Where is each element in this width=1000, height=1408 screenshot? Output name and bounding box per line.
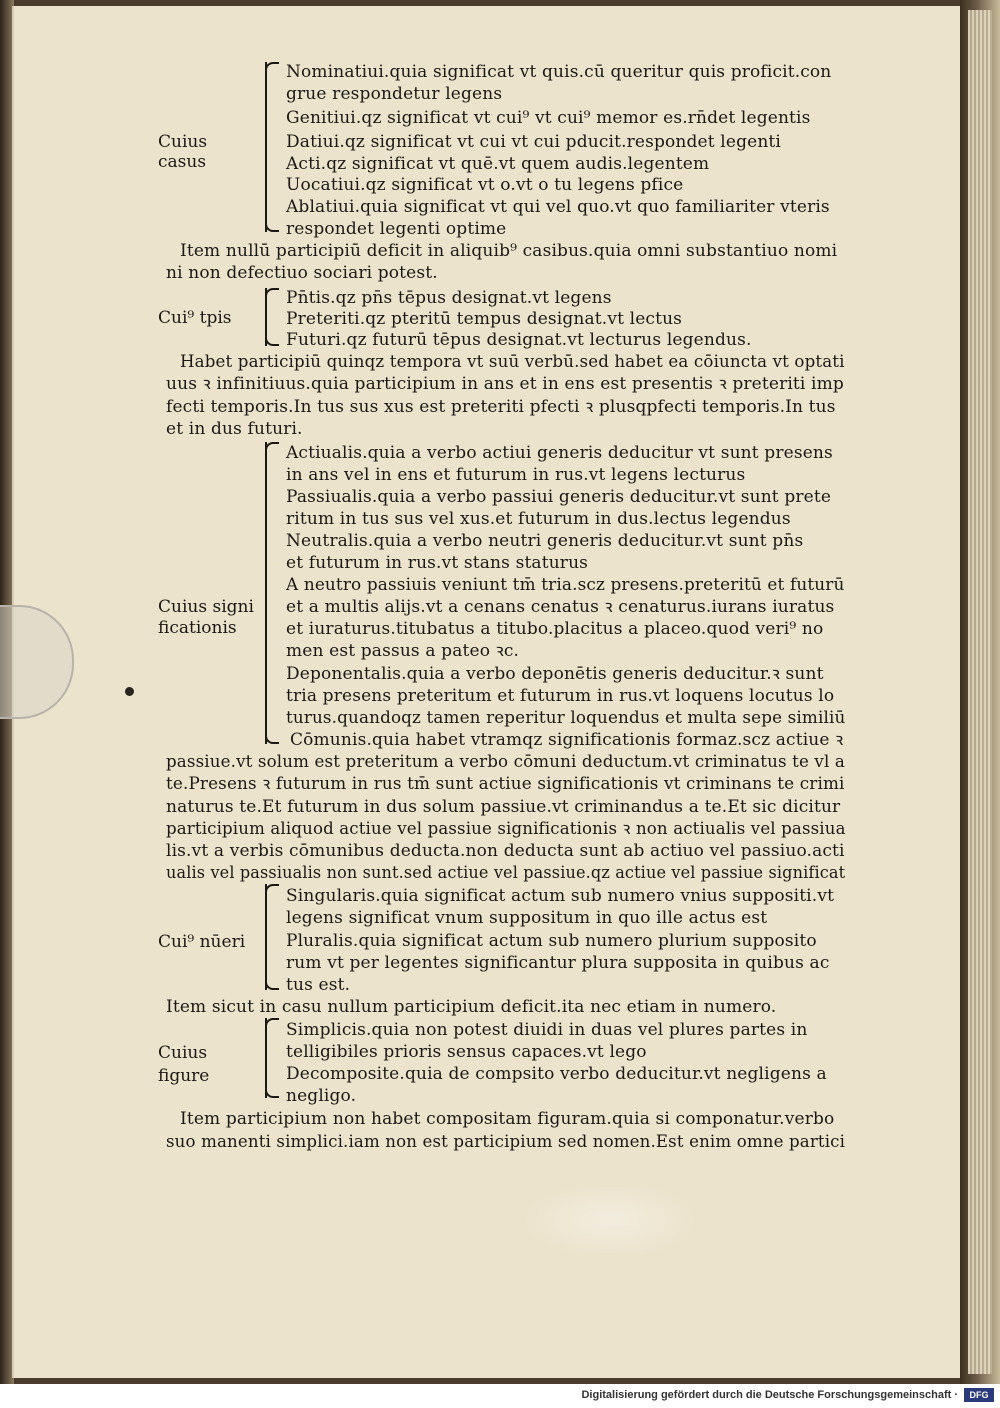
bracket-significatio: [265, 442, 285, 744]
text-line: Ablatiui.quia significat vt qui vel quo.vt quo familiariter vteris: [286, 197, 830, 217]
text-line: Genitiui.qz significat vt cui⁹ vt cui⁹ memor es.rn̄det legentis: [286, 108, 811, 128]
text-line: Acti.qz significat vt quē.vt quem audis.legentem: [286, 154, 710, 174]
bracket-tempus: [265, 288, 285, 346]
text-line: Deponentalis.quia a verbo deponētis generis deducitur.ꝛ sunt: [286, 664, 824, 684]
text-line: Cōmunis.quia habet vtramqz significationis formaz.scz actiue ꝛ: [290, 730, 844, 750]
margin-label: Cuius signi: [158, 597, 254, 617]
text-line: Item sicut in casu nullum participium deficit.ita nec etiam in numero.: [166, 997, 777, 1017]
footer-bar: [0, 1384, 1000, 1408]
margin-label: Cui⁹ nūeri: [158, 932, 246, 952]
text-line: ni non defectiuo sociari potest.: [166, 263, 438, 283]
text-line: Actiualis.quia a verbo actiui generis deducitur vt sunt presens: [286, 443, 833, 463]
text-line: tus est.: [286, 975, 351, 995]
text-line: telligibiles prioris sensus capaces.vt lego: [286, 1042, 647, 1062]
text-line: uus ꝛ infinitiuus.quia participium in ans et in ens est presentis ꝛ preteriti imp: [166, 374, 844, 394]
text-line: et iuraturus.titubatus a titubo.placitus a placeo.quod veri⁹ no: [286, 619, 824, 639]
text-line: te.Presens ꝛ futurum in rus tm̄ sunt actiue significationis vt criminans te crimi: [166, 774, 845, 794]
text-line: Item participium non habet compositam figuram.quia si componatur.verbo: [180, 1109, 835, 1129]
text-line: Singularis.quia significat actum sub numero vnius suppositi.vt: [286, 886, 835, 906]
margin-label: casus: [158, 152, 207, 172]
text-line: negligo.: [286, 1086, 357, 1106]
text-line: Nominatiui.quia significat vt quis.cū queritur quis proficit.con: [286, 62, 832, 82]
paper-stain: [520, 1180, 700, 1260]
text-line: ualis vel passiualis non sunt.sed actiue vel passiue.qz actiue vel passiue significat: [166, 863, 846, 883]
text-line: legens significat vnum suppositum in quo ille actus est: [286, 908, 768, 928]
text-line: men est passus a pateo ꝛc.: [286, 641, 520, 661]
margin-label: Cuius: [158, 132, 208, 152]
text-line: turus.quandoqz tamen reperitur loquendus et multa sepe similiū: [286, 708, 846, 728]
text-line: et a multis alijs.vt a cenans cenatus ꝛ cenaturus.iurans iuratus: [286, 597, 835, 617]
text-line: suo manenti simplici.iam non est participium sed nomen.Est enim omne partici: [166, 1132, 846, 1152]
footer-credit: Digitalisierung gefördert durch die Deutsche Forschungsgemeinschaft ·: [581, 1389, 958, 1401]
text-line: lis.vt a verbis cōmunibus deducta.non deducta sunt ab actiuo vel passiuo.acti: [166, 841, 845, 861]
text-line: tria presens preteritum et futurum in rus.vt loquens locutus lo: [286, 686, 835, 706]
margin-label: ficationis: [158, 618, 237, 638]
text-line: respondet legenti optime: [286, 219, 507, 239]
text-line: A neutro passiuis veniunt tm̄ tria.scz presens.preteritū et futurū: [286, 575, 845, 595]
margin-label: Cuius: [158, 1043, 208, 1063]
text-line: Preteriti.qz pteritū tempus designat.vt lectus: [286, 309, 683, 329]
text-line: Datiui.qz significat vt cui vt cui pducit.respondet legenti: [286, 132, 781, 152]
text-line: ritum in tus sus vel xus.et futurum in dus.lectus legendus: [286, 509, 791, 529]
margin-label: figure: [158, 1066, 210, 1086]
dfg-logo: DFG: [964, 1388, 994, 1402]
text-line: participium aliquod actiue vel passiue significationis ꝛ non actiualis vel passiua: [166, 819, 846, 839]
text-line: Item nullū participiū deficit in aliquib⁹ casibus.quia omni substantiuo nomi: [180, 241, 838, 261]
text-line: rum vt per legentes significantur plura supposita in quibus ac: [286, 953, 830, 973]
text-line: Pn̄tis.qz pn̄s tēpus designat.vt legens: [286, 288, 612, 308]
text-line: Futuri.qz futurū tēpus designat.vt lecturus legendus.: [286, 330, 752, 350]
ink-dot: [125, 687, 134, 696]
text-line: Pluralis.quia significat actum sub numero plurium supposito: [286, 931, 817, 951]
text-line: Neutralis.quia a verbo neutri generis deducitur.vt sunt pn̄s: [286, 531, 804, 551]
text-line: Uocatiui.qz significat vt o.vt o tu legens pfice: [286, 175, 684, 195]
bracket-figura: [265, 1018, 285, 1098]
text-line: Simplicis.quia non potest diuidi in duas vel plures partes in: [286, 1020, 808, 1040]
text-line: et futurum in rus.vt stans staturus: [286, 553, 589, 573]
text-line: Passiualis.quia a verbo passiui generis deducitur.vt sunt prete: [286, 487, 832, 507]
text-line: fecti temporis.In tus sus xus est preteriti pfecti ꝛ plusqpfecti temporis.In tus: [166, 397, 836, 417]
text-line: Decomposite.quia de compsito verbo deducitur.vt negligens a: [286, 1064, 827, 1084]
bracket-casus: [265, 62, 285, 232]
margin-label: Cui⁹ tpis: [158, 308, 232, 328]
bracket-numerus: [265, 884, 285, 990]
text-line: Habet participiū quinqz tempora vt suū verbū.sed habet ea cōiuncta vt optati: [180, 352, 845, 372]
text-line: et in dus futuri.: [166, 419, 303, 439]
text-line: in ans vel in ens et futurum in rus.vt legens lecturus: [286, 465, 746, 485]
book-spine-edge: [960, 0, 1000, 1384]
text-line: passiue.vt solum est preteritum a verbo cōmuni deductum.vt criminatus te vl a: [166, 752, 845, 772]
text-line: grue respondetur legens: [286, 84, 503, 104]
text-line: naturus te.Et futurum in dus solum passiue.vt criminandus a te.Et sic dicitur: [166, 797, 841, 817]
